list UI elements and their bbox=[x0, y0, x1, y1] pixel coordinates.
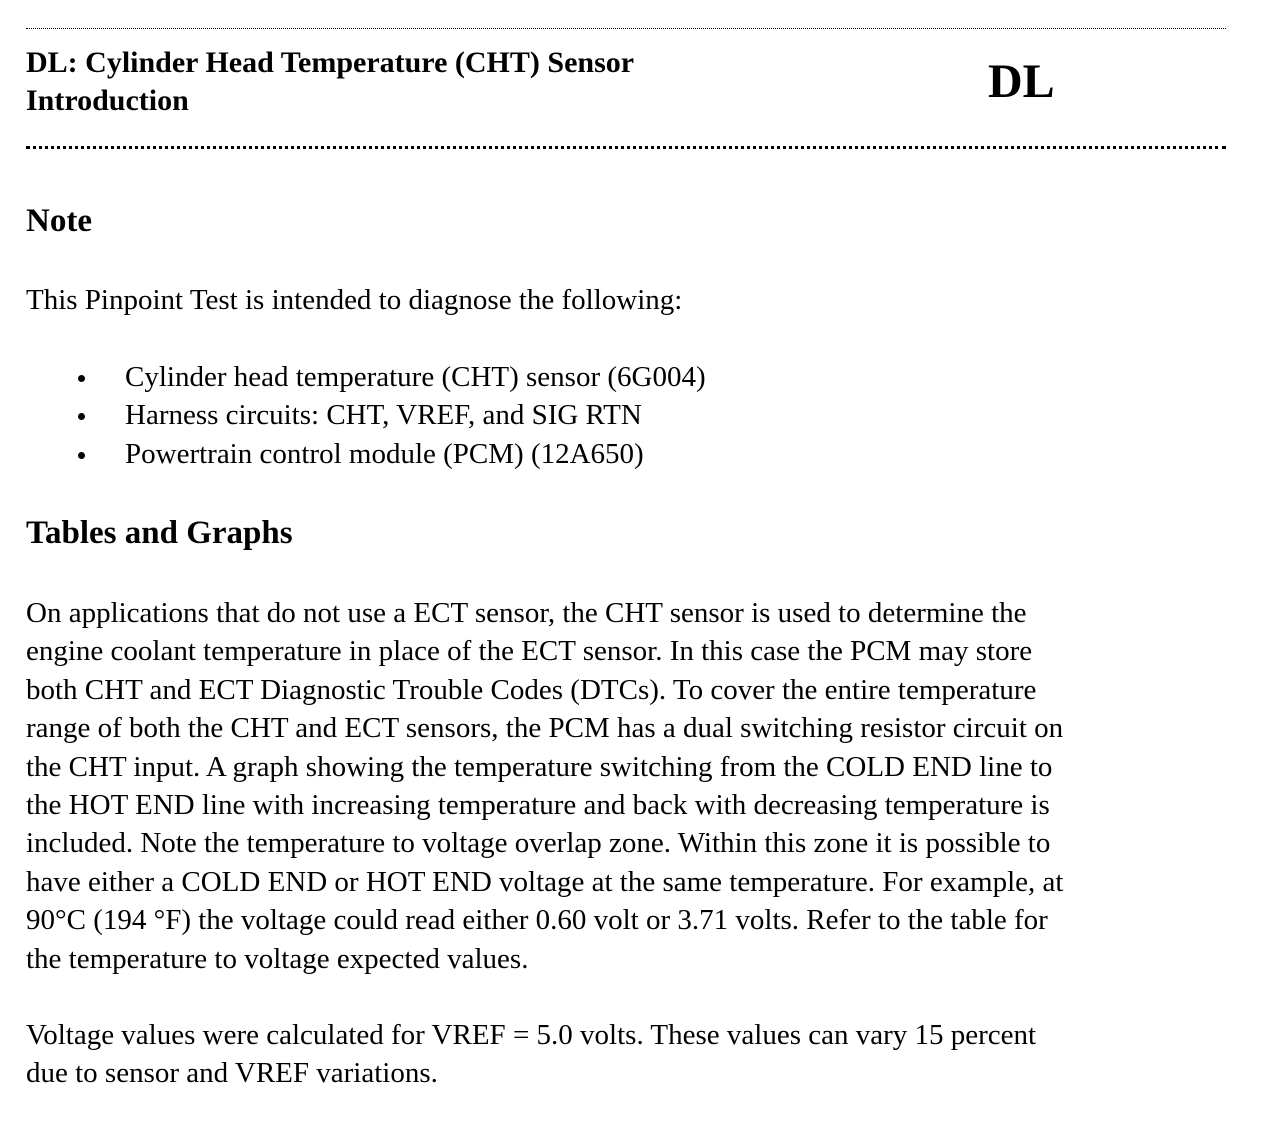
paragraph-line: the temperature to voltage expected values. bbox=[26, 942, 529, 975]
list-item-text: Cylinder head temperature (CHT) sensor (6G004) bbox=[125, 361, 706, 393]
section-code: DL bbox=[988, 55, 1055, 108]
list-item bbox=[26, 435, 1206, 473]
tables-and-graphs-heading: Tables and Graphs bbox=[26, 515, 293, 551]
bullet-icon bbox=[78, 375, 85, 382]
list-item bbox=[26, 358, 1206, 396]
paragraph-line: included. Note the temperature to voltage overlap zone. Within this zone it is possible to bbox=[26, 827, 1051, 860]
bullet-icon bbox=[78, 452, 85, 459]
paragraph-line: 90°C (194 °F) the voltage could read either 0.60 volt or 3.71 volts. Refer to the table for bbox=[26, 904, 1048, 937]
paragraph-line: range of both the CHT and ECT sensors, the PCM has a dual switching resistor circuit on bbox=[26, 712, 1064, 745]
paragraph-line: On applications that do not use a ECT sensor, the CHT sensor is used to determine the bbox=[26, 597, 1027, 629]
page-title-line-1: DL: Cylinder Head Temperature (CHT) Sensor bbox=[26, 46, 635, 79]
paragraph-line: engine coolant temperature in place of the ECT sensor. In this case the PCM may store bbox=[26, 635, 1033, 668]
paragraph-line: the HOT END line with increasing temperature and back with decreasing temperature is bbox=[26, 789, 1050, 822]
paragraph-line: due to sensor and VREF variations. bbox=[26, 1057, 438, 1090]
bullet-icon bbox=[78, 413, 85, 420]
header-bottom-divider bbox=[26, 146, 1226, 149]
list-item-text: Harness circuits: CHT, VREF, and SIG RTN bbox=[125, 399, 642, 432]
header-top-divider bbox=[26, 28, 1226, 29]
voltage-note-paragraph bbox=[26, 1016, 1226, 1093]
diagnosis-list bbox=[26, 358, 1206, 473]
tables-and-graphs-paragraph bbox=[26, 594, 1226, 978]
page-title bbox=[26, 44, 826, 120]
note-intro-text: This Pinpoint Test is intended to diagnose the following: bbox=[26, 284, 683, 316]
page-title-line-2: Introduction bbox=[26, 84, 189, 117]
paragraph-line: the CHT input. A graph showing the temperature switching from the COLD END line to bbox=[26, 750, 1053, 783]
paragraph-line: have either a COLD END or HOT END voltage at the same temperature. For example, at bbox=[26, 865, 1064, 898]
paragraph-line: Voltage values were calculated for VREF = 5.0 volts. These values can vary 15 percent bbox=[26, 1019, 1037, 1051]
note-heading: Note bbox=[26, 203, 92, 239]
paragraph-line: both CHT and ECT Diagnostic Trouble Codes (DTCs). To cover the entire temperature bbox=[26, 673, 1037, 706]
list-item bbox=[26, 396, 1206, 434]
list-item-text: Powertrain control module (PCM) (12A650) bbox=[125, 437, 644, 470]
